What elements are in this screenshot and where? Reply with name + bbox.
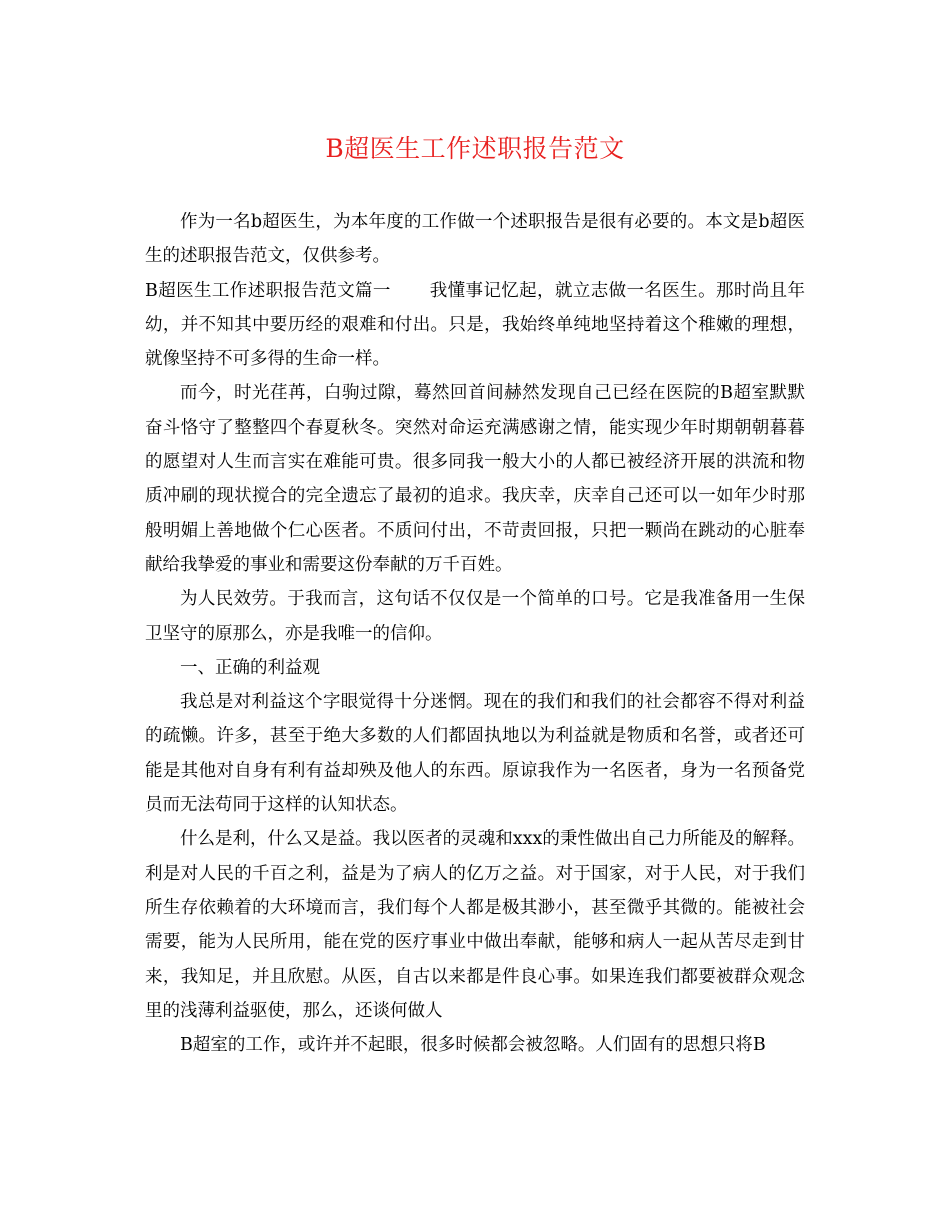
document-body [145,205,805,1062]
paragraph-intro: 作为一名b超医生，为本年度的工作做一个述职报告是很有必要的。本文是b超医生的述职报告范文，仅供参考。 [145,212,805,267]
paragraph-interest-meaning: 什么是利，什么又是益。我以医者的灵魂和xxx的秉性做出自己力所能及的解释。利是对人民的千百之利，益是为了病人的亿万之益。对于国家，对于人民，对于我们所生存依赖着的大环境而言，我们每个人都是极其渺小，甚至微乎其微的。能被社会需要，能为人民所用，能在党的医疗事业中做出奉献，能够和病人一起从苦尽走到甘来，我知足，并且欣慰。从医，自古以来都是件良心事。如果连我们都要被群众观念里的浅薄利益驱使，那么，还谈何做人 [145,829,805,1021]
paragraph-subheading-interest: 一、正确的利益观 [180,657,320,678]
paragraph-childhood-dream: 我懂事记忆起，就立志做一名医生。那时尚且年幼，并不知其中要历经的艰难和付出。只是，我始终单纯地坚持着这个稚嫩的理想，就像坚持不可多得的生命一样。 [145,280,806,370]
section-heading: B超医生工作述职报告范文篇一 [145,280,391,301]
paragraph-section-heading [145,274,805,377]
document-title: B超医生工作述职报告范文 [325,134,625,163]
paragraph-serve-people: 为人民效劳。于我而言，这句话不仅仅是一个简单的口号。它是我准备用一生保卫坚守的原那么，亦是我唯一的信仰。 [145,589,805,644]
paragraph-b-ultrasound-room: B超室的工作，或许并不起眼，很多时候都会被忽略。人们固有的思想只将B [180,1035,766,1056]
paragraph-interest-confusion: 我总是对利益这个字眼觉得十分迷惘。现在的我们和我们的社会都容不得对利益的疏懒。许多，甚至于绝大多数的人们都固执地以为利益就是物质和名誉，或者还可能是其他对自身有利有益却殃及他人的东西。原谅我作为一名医者，身为一名预备党员而无法苟同于这样的认知状态。 [145,692,805,816]
paragraph-four-years: 而今，时光荏苒，白驹过隙，蓦然回首间赫然发现自己已经在医院的B超室默默奋斗恪守了整整四个春夏秋冬。突然对命运充满感谢之情，能实现少年时期朝朝暮暮的愿望对人生而言实在难能可贵。很多同我一般大小的人都已被经济开展的洪流和物质冲刷的现状搅合的完全遗忘了最初的追求。我庆幸，庆幸自己还可以一如年少时那般明媚上善地做个仁心医者。不质问付出，不苛责回报，只把一颗尚在跳动的心脏奉献给我挚爱的事业和需要这份奉献的万千百姓。 [145,383,805,575]
